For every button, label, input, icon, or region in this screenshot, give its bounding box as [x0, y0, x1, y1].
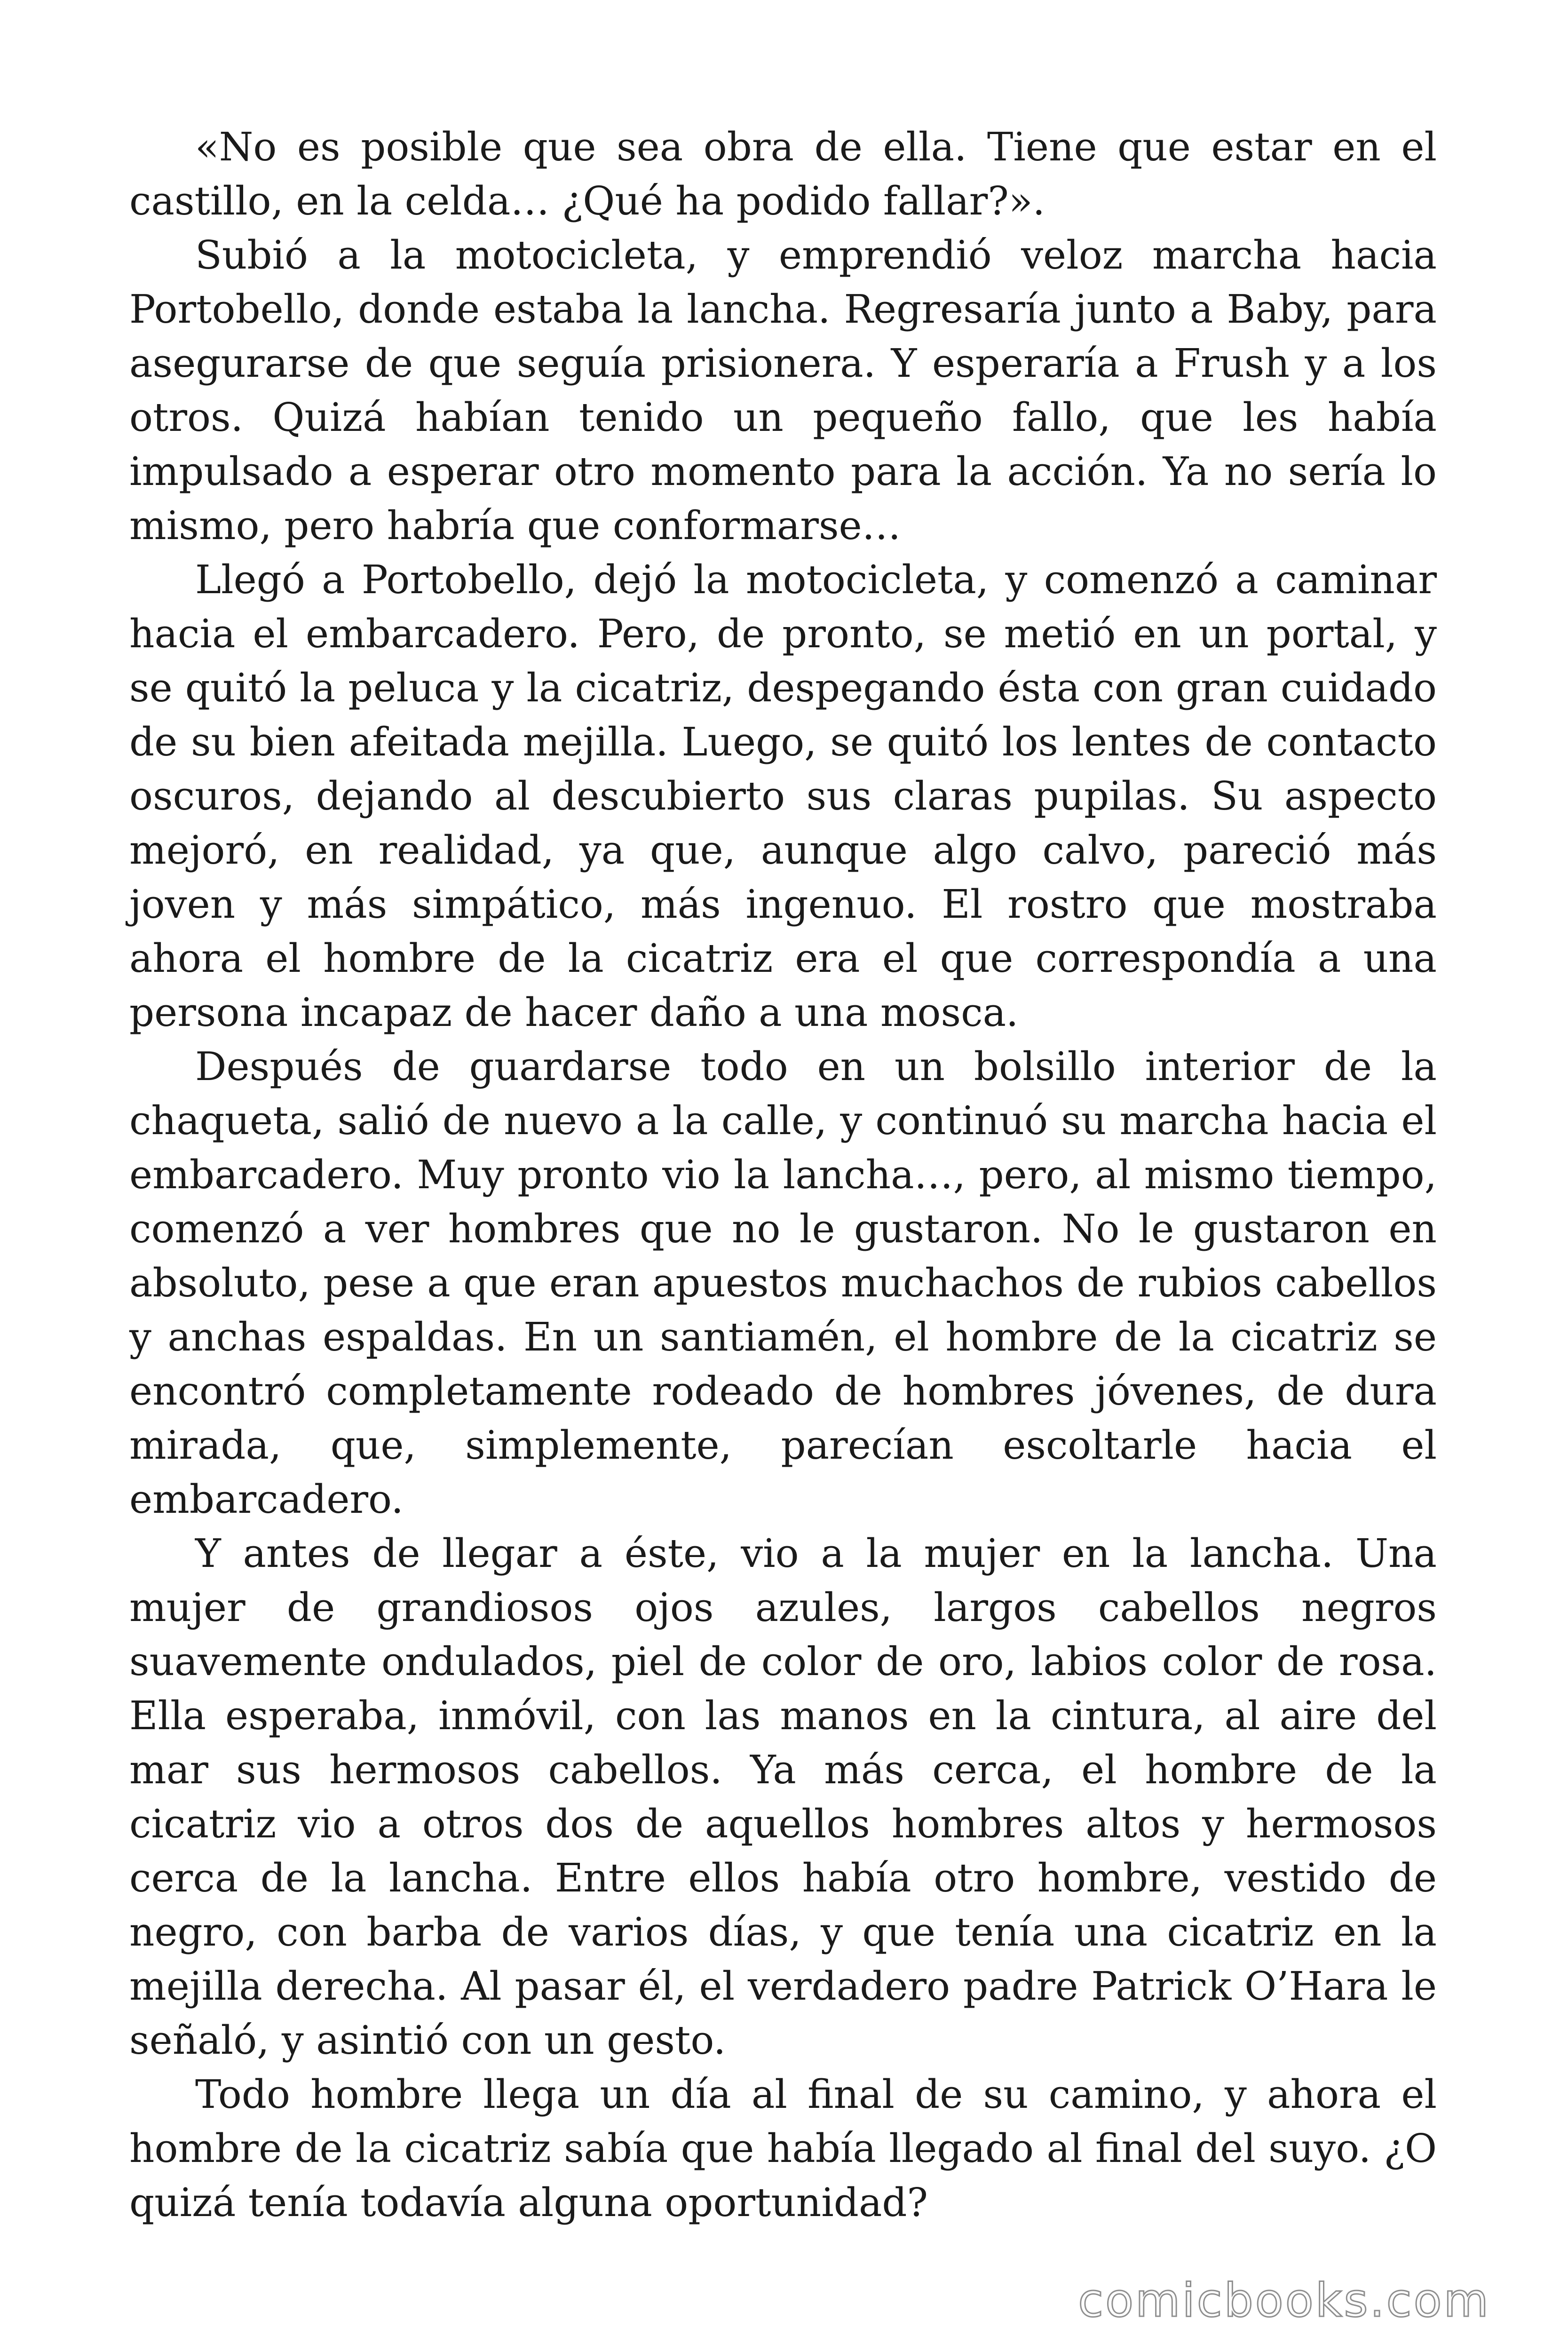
- paragraph-3: Llegó a Portobello, dejó la motocicleta, y comenzó a caminar hacia el embarcadero. Pero, de pronto, se metió en un portal, y se quitó la peluca y la cicatriz, despegando ésta con gran cuidado de su bien afeitada mejilla. Luego, se quitó los lentes de contacto oscuros, dejando al descubierto sus claras pupilas. Su aspecto mejoró, en realidad, ya que, aunque algo calvo, pareció más joven y más simpático, más ingenuo. El rostro que mostraba ahora el hombre de la cicatriz era el que correspondía a una persona incapaz de hacer daño a una mosca.: [129, 557, 1437, 1035]
- body-text: [129, 120, 1437, 2230]
- paragraph-2: Subió a la motocicleta, y emprendió veloz marcha hacia Portobello, donde estaba la lancha. Regresaría junto a Baby, para asegurarse de que seguía prisionera. Y esperaría a Frush y a los otros. Quizá habían tenido un pequeño fallo, que les había impulsado a esperar otro momento para la acción. Ya no sería lo mismo, pero habría que conformarse…: [129, 232, 1437, 548]
- paragraph-1: «No es posible que sea obra de ella. Tiene que estar en el castillo, en la celda… ¿Qué ha podido fallar?».: [129, 124, 1437, 224]
- paragraph-5: Y antes de llegar a éste, vio a la mujer en la lancha. Una mujer de grandiosos ojos azules, largos cabellos negros suavemente ondulados, piel de color de oro, labios color de rosa. Ella esperaba, inmóvil, con las manos en la cintura, al aire del mar sus hermosos cabellos. Ya más cerca, el hombre de la cicatriz vio a otros dos de aquellos hombres altos y hermosos cerca de la lancha. Entre ellos había otro hombre, vestido de negro, con barba de varios días, y que tenía una cicatriz en la mejilla derecha. Al pasar él, el verdadero padre Patrick O’Hara le señaló, y asintió con un gesto.: [129, 1531, 1437, 2063]
- paragraph-4: Después de guardarse todo en un bolsillo interior de la chaqueta, salió de nuevo a la calle, y continuó su marcha hacia el embarcadero. Muy pronto vio la lancha…, pero, al mismo tiempo, comenzó a ver hombres que no le gustaron. No le gustaron en absoluto, pese a que eran apuestos muchachos de rubios cabellos y anchas espaldas. En un santiamén, el hombre de la cicatriz se encontró completamente rodeado de hombres jóvenes, de dura mirada, que, simplemente, parecían escoltarle hacia el embarcadero.: [129, 1044, 1437, 1522]
- paragraph-6: Todo hombre llega un día al final de su camino, y ahora el hombre de la cicatriz sabía que había llegado al final del suyo. ¿O quizá tenía todavía alguna oportunidad?: [129, 2072, 1437, 2225]
- watermark: comicbooks.com: [1078, 2274, 1490, 2328]
